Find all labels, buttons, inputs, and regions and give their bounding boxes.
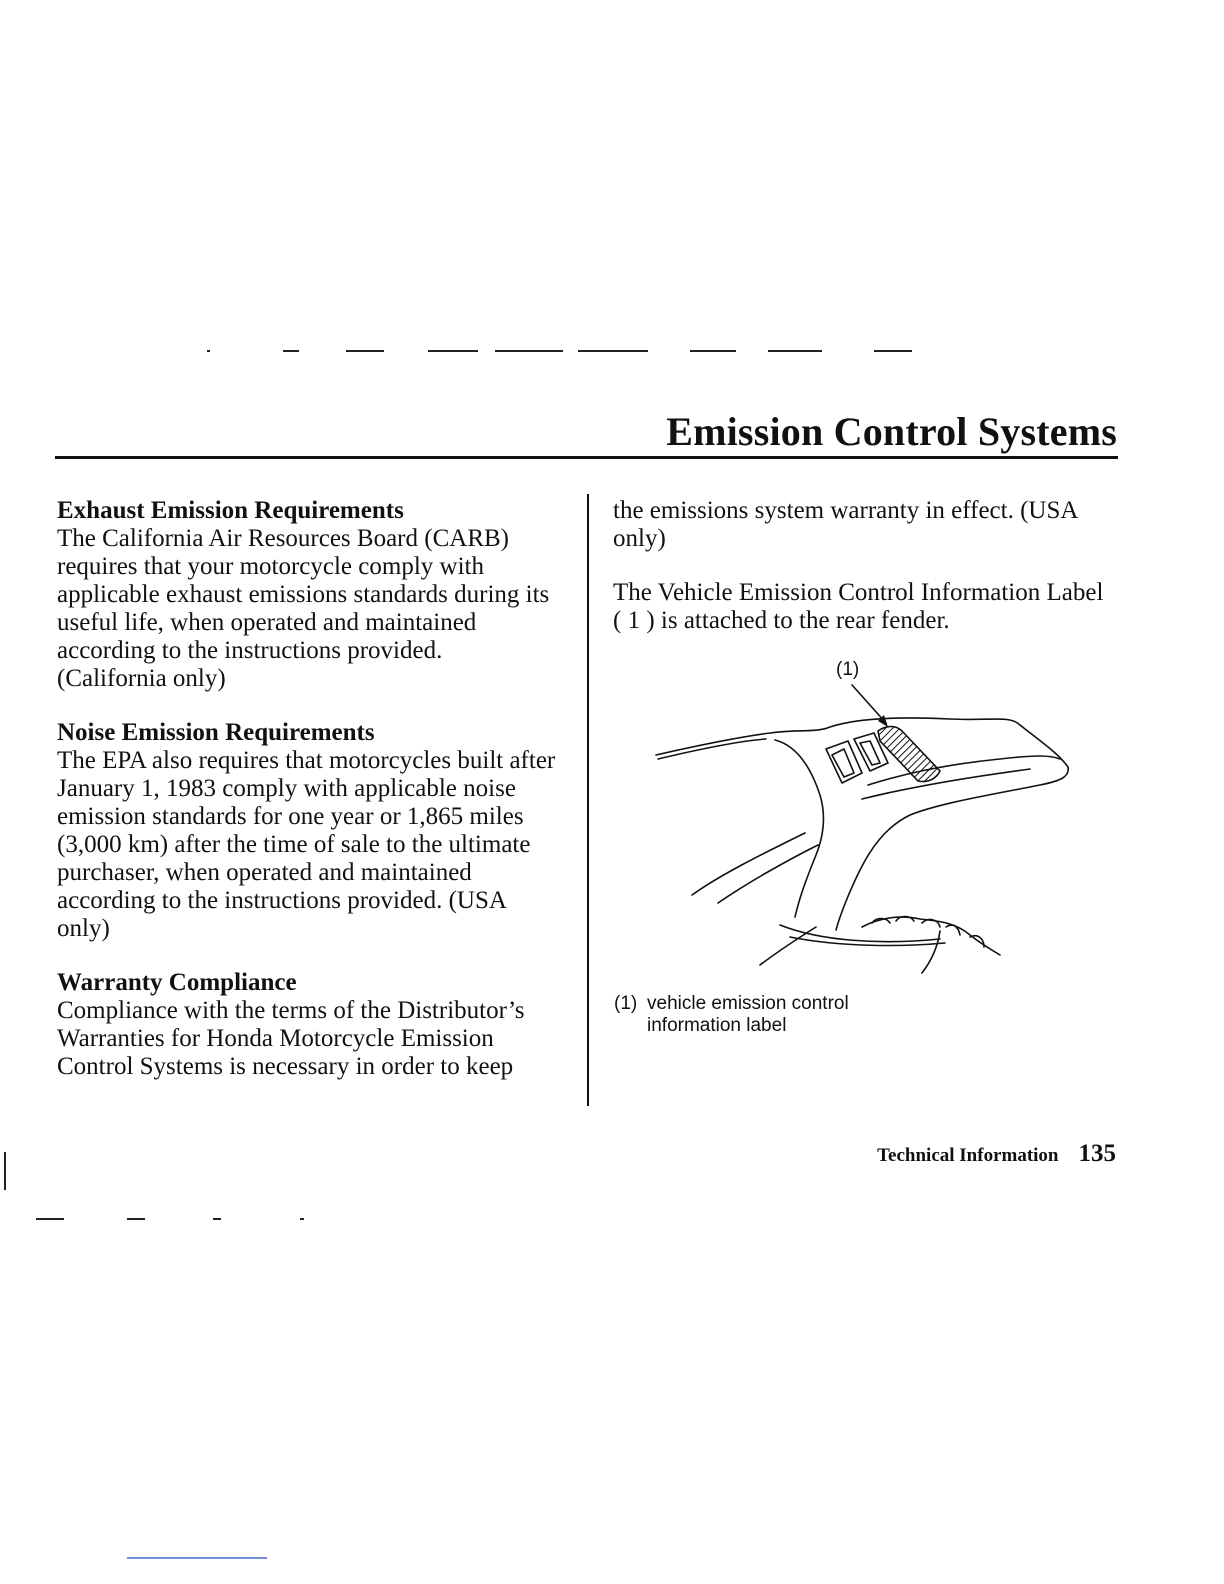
scan-artifact bbox=[495, 350, 563, 352]
page-number: 135 bbox=[1078, 1140, 1116, 1167]
caption-number: (1) bbox=[614, 993, 638, 1014]
rear-fender-illustration bbox=[640, 655, 1080, 985]
figure-callout: (1) bbox=[836, 659, 860, 680]
footer-section-name: Technical Information bbox=[877, 1145, 1059, 1166]
section-heading: Exhaust Emission Requirements bbox=[57, 497, 404, 524]
section-heading: Warranty Compliance bbox=[57, 969, 297, 996]
page-title: Emission Control Systems bbox=[666, 409, 1117, 454]
scan-artifact bbox=[127, 1218, 145, 1220]
scan-artifact bbox=[207, 350, 210, 352]
scan-artifact bbox=[428, 350, 478, 352]
section-warranty-compliance bbox=[57, 969, 557, 1081]
page-footer bbox=[877, 1140, 1116, 1168]
section-exhaust-emission bbox=[57, 497, 557, 693]
paragraph: The Vehicle Emission Control Information Label ( 1 ) is attached to the rear fender. bbox=[613, 579, 1104, 634]
section-noise-emission bbox=[57, 719, 557, 943]
scan-artifact bbox=[213, 1218, 221, 1220]
scan-artifact bbox=[346, 350, 384, 352]
section-heading: Noise Emission Requirements bbox=[57, 719, 375, 746]
scan-artifact bbox=[36, 1218, 64, 1220]
caption-text: vehicle emission control information label bbox=[647, 993, 849, 1036]
right-column bbox=[613, 497, 1113, 661]
scan-artifact bbox=[300, 1218, 304, 1220]
scan-artifact bbox=[578, 350, 648, 352]
section-body: The EPA also requires that motorcycles built after January 1, 1983 comply with applicable noise emission standards for one year or 1,865 miles (3,000 km) after the time of sale to the ultimate purchaser, when operated and maintained according to the instructions provided. (USA only) bbox=[57, 747, 556, 942]
scan-artifact bbox=[283, 350, 299, 352]
scan-artifact bbox=[4, 1152, 6, 1190]
title-rule bbox=[55, 456, 1118, 459]
section-body: The California Air Resources Board (CARB) requires that your motorcycle comply with applicable exhaust emissions standards during its useful life, when operated and maintained according to the instructions provided. (California only) bbox=[57, 525, 550, 692]
left-column bbox=[57, 497, 557, 1107]
scan-artifact bbox=[874, 350, 912, 352]
scan-artifact bbox=[768, 350, 822, 352]
link-underline bbox=[127, 1557, 267, 1559]
scan-artifact bbox=[690, 350, 736, 352]
figure-caption bbox=[614, 993, 947, 1037]
rear-fender-drawing bbox=[640, 655, 1080, 985]
column-divider bbox=[587, 494, 589, 1106]
paragraph: the emissions system warranty in effect. (USA only) bbox=[613, 497, 1078, 552]
section-body: Compliance with the terms of the Distributor’s Warranties for Honda Motorcycle Emission Control Systems is necessary in order to keep bbox=[57, 997, 525, 1080]
